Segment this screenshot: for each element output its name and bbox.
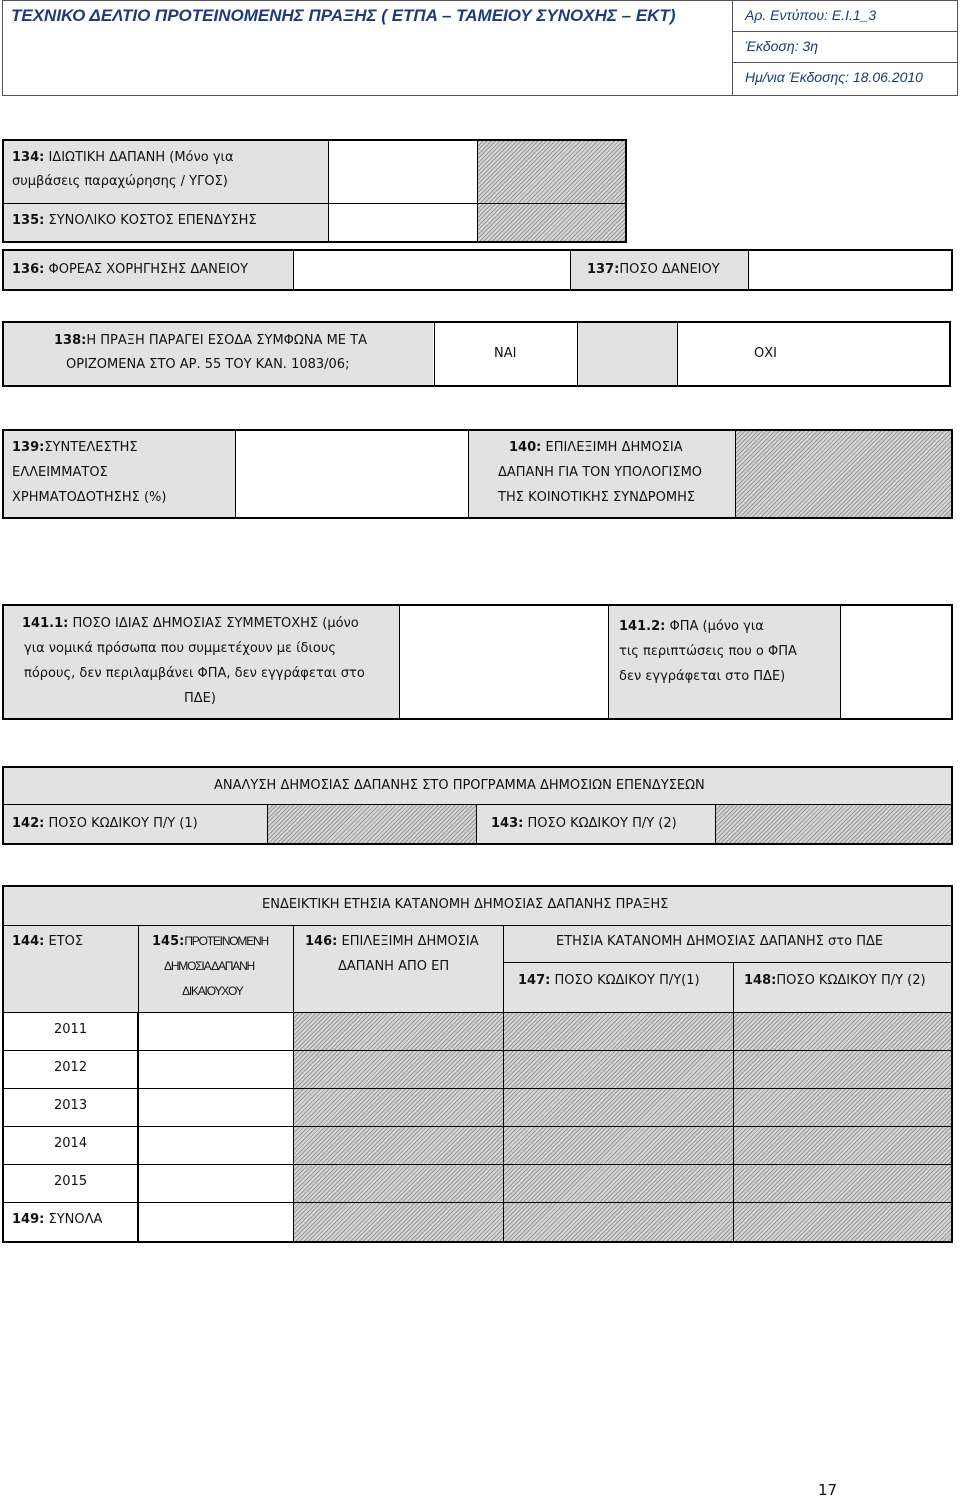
section-139-140 xyxy=(2,429,953,519)
label-139-line3: ΧΡΗΜΑΤΟΔΟΤΗΣΗΣ (%) xyxy=(12,490,167,505)
label-140: 140: ΕΠΙΛΕΞΙΜΗ ΔΗΜΟΣΙΑ xyxy=(509,440,683,455)
field-134-hatched xyxy=(478,141,625,203)
label-143: 143: ΠΟΣΟ ΚΩΔΙΚΟΥ Π/Υ (2) xyxy=(491,816,677,831)
label-138: 138:Η ΠΡΑΞΗ ΠΑΡΑΓΕΙ ΕΣΟΔΑ ΣΥΜΦΩΝΑ ΜΕ ΤΑ xyxy=(54,333,367,348)
field-137-value[interactable] xyxy=(748,251,951,289)
label-137: 137:ΠΟΣΟ ΔΑΝΕΙΟΥ xyxy=(587,262,720,277)
document-header xyxy=(2,0,958,96)
label-138-line2: ΟΡΙΖΟΜΕΝΑ ΣΤΟ ΑΡ. 55 ΤΟΥ ΚΑΝ. 1083/06; xyxy=(66,357,350,372)
label-136: 136: ΦΟΡΕΑΣ ΧΟΡΗΓΗΣΗΣ ΔΑΝΕΙΟΥ xyxy=(12,262,249,277)
field-143-hatched xyxy=(715,805,951,843)
year-row: 2015 xyxy=(54,1174,88,1189)
label-yes: ΝΑΙ xyxy=(494,346,517,361)
section-141 xyxy=(2,604,953,720)
label-141-1-line2: για νομικά πρόσωπα που συμμετέχουν με ίδιους xyxy=(24,641,337,656)
header-145: 145:ΠΡΟΤΕΙΝΟΜΕΝΗ xyxy=(152,934,268,949)
section-annual xyxy=(2,885,953,1243)
edition: Έκδοση: 3η xyxy=(745,38,818,54)
header-146-line2: ΔΑΠΑΝΗ ΑΠΟ ΕΠ xyxy=(338,959,450,974)
label-no: ΟΧΙ xyxy=(754,346,777,361)
header-pde-group: ΕΤΗΣΙΑ ΚΑΤΑΝΟΜΗ ΔΗΜΟΣΙΑΣ ΔΑΠΑΝΗΣ στο ΠΔΕ xyxy=(556,934,884,949)
label-149-totals: 149: ΣΥΝΟΛΑ xyxy=(12,1212,103,1227)
label-140-line3: ΤΗΣ ΚΟΙΝΟΤΙΚΗΣ ΣΥΝΔΡΟΜΗΣ xyxy=(498,490,696,505)
header-145-line2: ΔΗΜΟΣΙΑ ΔΑΠΑΝΗ xyxy=(164,959,254,973)
page-number: 17 xyxy=(818,1481,838,1499)
analysis-title: ΑΝΑΛΥΣΗ ΔΗΜΟΣΙΑΣ ΔΑΠΑΝΗΣ ΣΤΟ ΠΡΟΓΡΑΜΜΑ ΔΗΜΟΣΙΩΝ ΕΠΕΝΔΥΣΕΩΝ xyxy=(214,778,705,793)
label-141-2-line2: τις περιπτώσεις που ο ΦΠΑ xyxy=(619,644,797,659)
field-135-value[interactable] xyxy=(328,204,478,241)
label-135: 135: ΣΥΝΟΛΙΚΟ ΚΟΣΤΟΣ ΕΠΕΝΔΥΣΗΣ xyxy=(12,213,257,228)
form-number: Αρ. Εντύπου: Ε.Ι.1_3 xyxy=(745,7,877,23)
section-136-137 xyxy=(2,249,953,291)
col-148-hatched xyxy=(734,1013,951,1241)
label-141-2-line3: δεν εγγράφεται στο ΠΔΕ) xyxy=(619,669,786,684)
field-134-value[interactable] xyxy=(328,141,478,203)
label-134: 134: ΙΔΙΩΤΙΚΗ ΔΑΠΑΝΗ (Μόνο για xyxy=(12,150,234,165)
label-141-1: 141.1: ΠΟΣΟ ΙΔΙΑΣ ΔΗΜΟΣΙΑΣ ΣΥΜΜΕΤΟΧΗΣ (μόνο xyxy=(22,616,359,631)
year-row: 2012 xyxy=(54,1060,88,1075)
section-analysis xyxy=(2,766,953,845)
year-row: 2013 xyxy=(54,1098,88,1113)
field-140-hatched xyxy=(735,431,951,517)
label-134-line2: συμβάσεις παραχώρησης / ΥΓΟΣ) xyxy=(12,174,228,189)
label-141-1-line3: πόρους, δεν περιλαμβάνει ΦΠΑ, δεν εγγράφεται στο xyxy=(24,666,365,681)
col-145-values[interactable] xyxy=(139,1013,293,1241)
label-141-2: 141.2: ΦΠΑ (μόνο για xyxy=(619,619,764,634)
header-145-line3: ΔΙΚΑΙΟΥΧΟΥ xyxy=(182,984,243,998)
header-147: 147: ΠΟΣΟ ΚΩΔΙΚΟΥ Π/Υ(1) xyxy=(518,973,700,988)
header-title: ΤΕΧΝΙΚΟ ΔΕΛΤΙΟ ΠΡΟΤΕΙΝΟΜΕΝΗΣ ΠΡΑΞΗΣ ( ΕΤΠΑ – ΤΑΜΕΙΟΥ ΣΥΝΟΧΗΣ – ΕΚΤ) xyxy=(11,6,676,25)
header-144: 144: ΕΤΟΣ xyxy=(12,934,84,949)
label-142: 142: ΠΟΣΟ ΚΩΔΙΚΟΥ Π/Υ (1) xyxy=(12,816,198,831)
field-139-value[interactable] xyxy=(235,431,469,517)
field-135-hatched xyxy=(478,204,625,241)
header-146: 146: ΕΠΙΛΕΞΙΜΗ ΔΗΜΟΣΙΑ xyxy=(305,934,479,949)
label-141-1-line4: ΠΔΕ) xyxy=(184,691,216,706)
field-141-1-value[interactable] xyxy=(399,606,609,718)
year-row: 2011 xyxy=(54,1022,88,1037)
label-140-line2: ΔΑΠΑΝΗ ΓΙΑ ΤΟΝ ΥΠΟΛΟΓΙΣΜΟ xyxy=(498,465,703,480)
col-146-hatched xyxy=(294,1013,503,1241)
section-134-135 xyxy=(2,139,627,243)
field-141-2-value[interactable] xyxy=(840,606,951,718)
year-row: 2014 xyxy=(54,1136,88,1151)
col-147-hatched xyxy=(504,1013,733,1241)
field-142-hatched xyxy=(267,805,477,843)
section-138 xyxy=(2,321,951,387)
edition-date: Ημ/νια Έκδοσης: 18.06.2010 xyxy=(745,69,923,85)
header-148: 148:ΠΟΣΟ ΚΩΔΙΚΟΥ Π/Υ (2) xyxy=(744,973,926,988)
field-136-value[interactable] xyxy=(293,251,571,289)
label-139: 139:ΣΥΝΤΕΛΕΣΤΗΣ xyxy=(12,440,138,455)
annual-title: ΕΝΔΕΙΚΤΙΚΗ ΕΤΗΣΙΑ ΚΑΤΑΝΟΜΗ ΔΗΜΟΣΙΑΣ ΔΑΠΑΝΗΣ ΠΡΑΞΗΣ xyxy=(262,897,669,912)
no-checkbox[interactable] xyxy=(678,323,949,385)
label-139-line2: ΕΛΛΕΙΜΜΑΤΟΣ xyxy=(12,465,108,480)
